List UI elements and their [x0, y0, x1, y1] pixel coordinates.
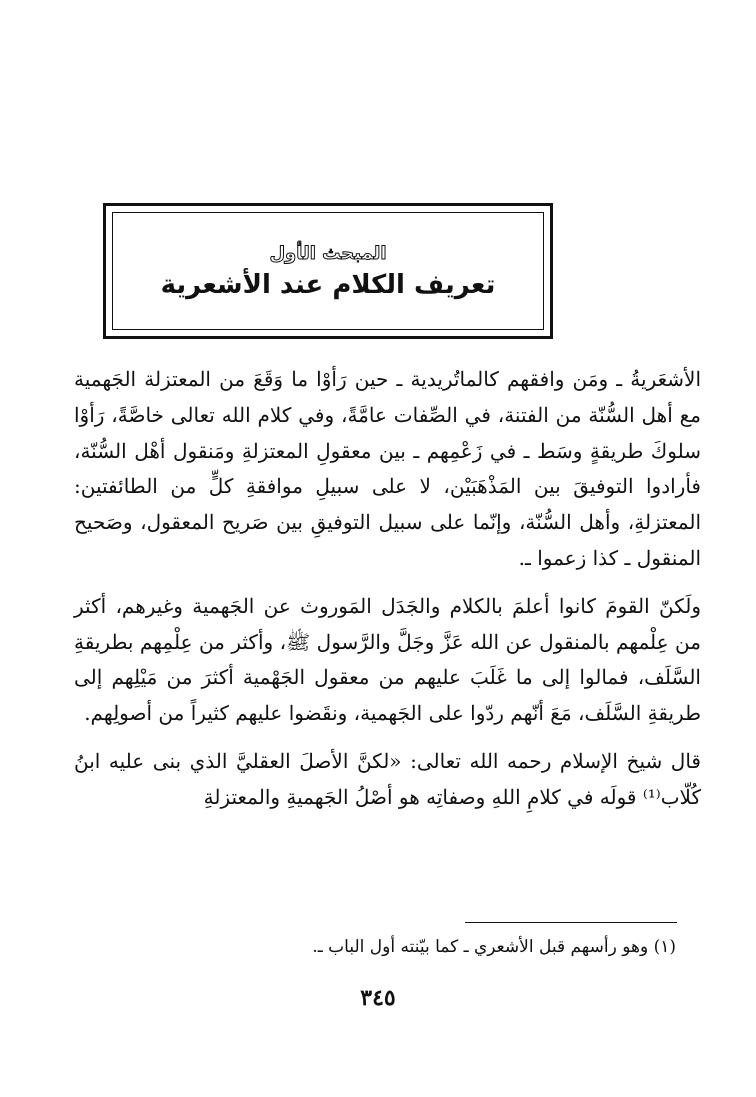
section-label: المبحث الأول: [269, 242, 387, 264]
page-number: ٣٤٥: [360, 985, 396, 1011]
paragraph: ولَكنّ القومَ كانوا أعلمَ بالكلام والجَدَل المَوروث عن الجَهمية وغيرهم، أكثر من عِلْمهم بالمنقول عن الله عَزَّ وجَلَّ والرَّسول ﷺ، وأكثر من عِلْمِهم بطريقةِ السَّلَف، فمالوا إلى ما غَلَبَ عليهم من معقول الجَهْمية أكثرَ من مَيْلِهم إلى طريقةِ السَّلَف، مَعَ أنّهم ردّوا على الجَهمية، ونقَضوا عليهم كثيراً من أصولِهم.: [74, 593, 701, 726]
section-header-inner: [112, 212, 544, 330]
section-title: تعريف الكلام عند الأشعرية: [160, 269, 496, 300]
footnote: (١) وهو رأسهم قبل الأشعري ـ كما بيّنته أول الباب ـ.: [312, 937, 676, 957]
paragraph: الأشعَريةُ ـ ومَن وافقهم كالماتُريدية ـ حين رَأوْا ما وَقَعَ من المعتزلة الجَهمية مع أهل السُّنّة من الفتنة، في الصِّفات عامَّةً، وفي كلام الله تعالى خاصَّةً، رَأوْا سلوكَ طريقةٍ وسَط ـ في زَعْمِهم ـ بين معقولِ المعتزلةِ ومَنقول أهْل السُّنّة، فأرادوا التوفيقَ بين المَذْهَبَيْن، لا على سبيلِ موافقةِ كلٍّ من الطائفتين: المعتزلةِ، وأهل السُّنّة، وإنّما على سبيل التوفيقِ بين صَريح المعقول، وصَحيح المنقول ـ كذا زعموا ـ.: [74, 367, 701, 570]
section-header-frame: [103, 203, 553, 339]
body-text: [74, 362, 701, 816]
paragraph: قال شيخ الإسلام رحمه الله تعالى: «لكنَّ الأصلَ العقليَّ الذي بنى عليه ابنُ كُلّاب⁽¹⁾ قولَه في كلامِ اللهِ وصفاتِه هو أصْلُ الجَهميةِ والمعتزلةِ: [74, 748, 701, 809]
footnote-divider: [465, 922, 677, 923]
